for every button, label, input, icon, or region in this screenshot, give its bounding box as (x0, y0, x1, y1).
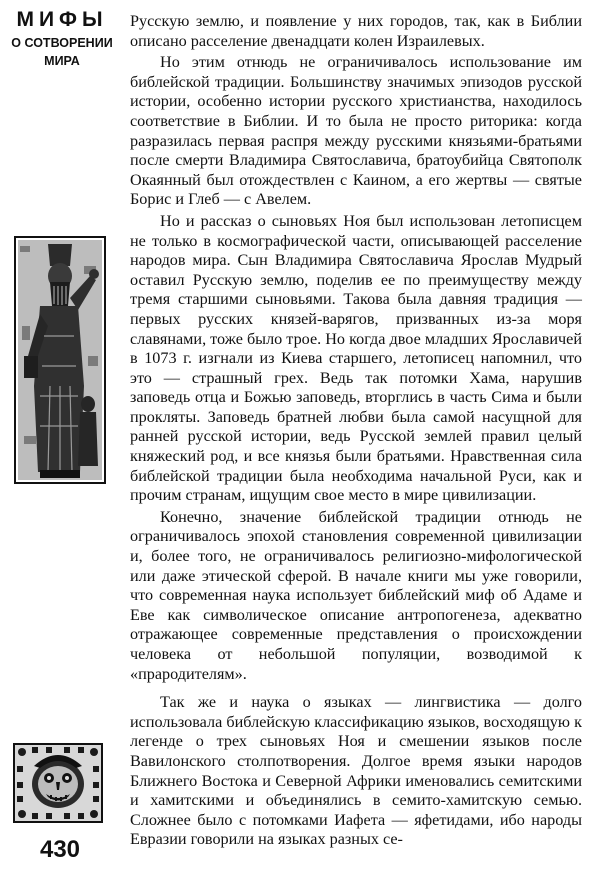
series-title-line-1: МИФЫ (16, 8, 108, 31)
relief-figure-illustration (14, 236, 106, 484)
series-title-line-2: О СОТВОРЕНИИ (11, 36, 113, 51)
ornament-mask-drawing (12, 742, 104, 824)
main-text-column (130, 12, 582, 850)
relief-figure-drawing (14, 236, 106, 484)
paragraph: Русскую землю, и появление у них городов, так, как в Библии описано расселение двенадцати колен Израилевых. (130, 12, 582, 50)
page-number: 430 (39, 836, 81, 863)
margin-column (8, 8, 116, 69)
series-title (8, 8, 116, 69)
series-title-line-3: МИРА (44, 53, 80, 68)
paragraph: Но и рассказ о сыновьях Ноя был использован летописцем не только в космографической части, описывающей расселение народов мира. Сын Владимира Святославича Ярослав Мудрый оставил Русскую землю, поделив ее по преимуществу между тремя старшими сыновьями. Такова была давняя традиция — первых русских князей-варягов, призванных из-за моря славянами, тоже было трое. Но когда двое младших Ярославичей в 1073 г. изгнали из Киева старшего, летописец напомнил, что это — страшный грех. Ведь так потомки Хама, нарушив заповедь отца и Божью заповедь, вторглись в часть Сима и были прокляты. Заповедь братней любви была самой насущной для ранней русской истории, ведь Русской землей правил целый княжеский род, и все князья были братьями. Нравственная сила библейской традиции была необходима начальной Руси, как и прочим странам, ищущим свое место в мире цивилизации. (130, 211, 582, 505)
ornament-mask-illustration (12, 742, 104, 824)
paragraph: Конечно, значение библейской традиции отнюдь не ограничивалось эпохой становления современной цивилизации и, более того, не ограничивалось религиозно-мифологической или даже этической сферой. В начале книги мы уже говорили, что современная наука использует библейский миф об Адаме и Еве как символическое описание антропогенеза, адекватно отражающее современные представления о происхождении человека от небольшой популяции, возводимой к «прародителям». (130, 507, 582, 683)
paragraph: Но этим отнюдь не ограничивалось использование им библейской традиции. Большинству значимых эпизодов русской истории, особенно истории русского христианства, находилось соответствие в Библии. И то была не просто риторика: когда разразилась первая распря между русскими князьями-братьями после смерти Владимира Святославича, братоубийца Святополк Окаянный был отождествлен с Каином, а его жертвы — святые Борис и Глеб — с Авелем. (130, 53, 582, 209)
paragraph: Так же и наука о языках — лингвистика — долго использовала библейскую классификацию языков, восходящую к легенде о трех сыновьях Ноя и смешении языков после Вавилонского столпотворения. Долгое время языки народов Ближнего Востока и Северной Африки именовались семитскими и хамитскими и объединялись в семито-хамитскую семью. Сложнее было с потомками Иафета — яфетидами, ибо народы Евразии говорили на языках разных се- (130, 693, 582, 849)
